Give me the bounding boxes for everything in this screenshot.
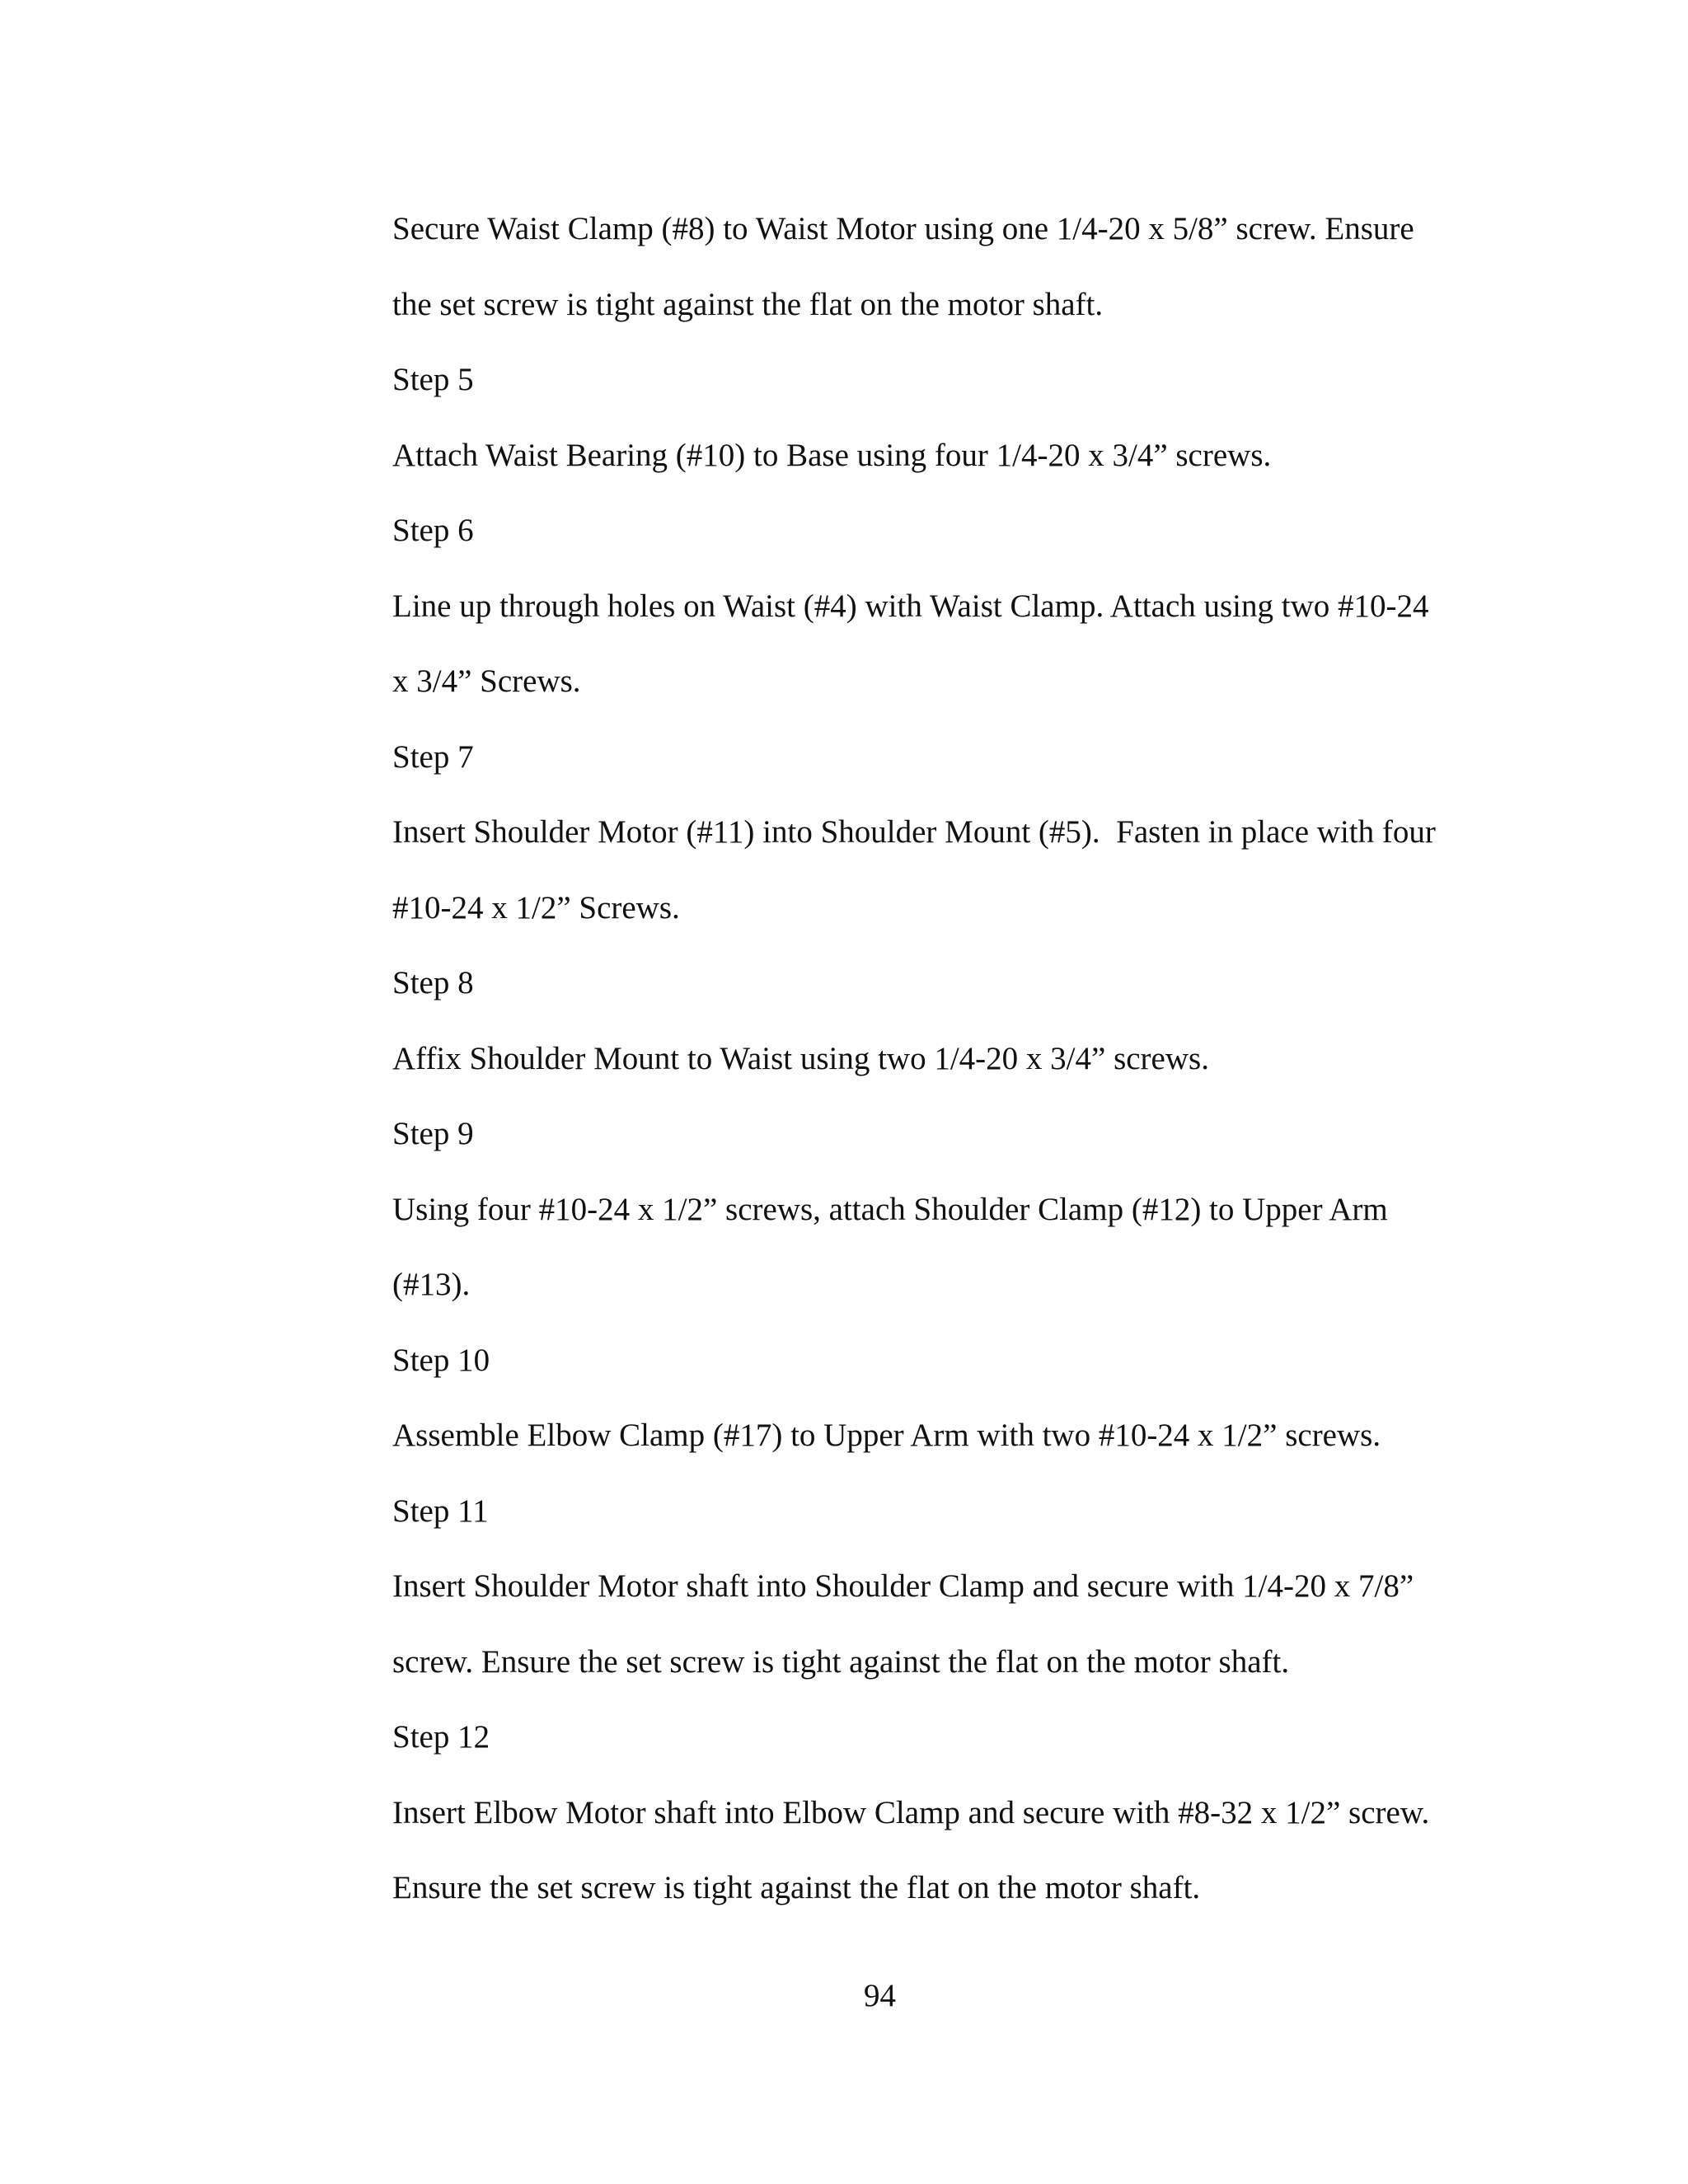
text-line: Attach Waist Bearing (#10) to Base using four 1/4-20 x 3/4” screws. bbox=[392, 437, 1272, 473]
text-line: Secure Waist Clamp (#8) to Waist Motor using one 1/4-20 x 5/8” screw. Ensure bbox=[392, 211, 1414, 246]
step-heading: Step 6 bbox=[392, 513, 474, 548]
text-line: #10-24 x 1/2” Screws. bbox=[392, 889, 680, 926]
text-line: Affix Shoulder Mount to Waist using two 1/4-20 x 3/4” screws. bbox=[392, 1040, 1209, 1076]
step-heading: Step 9 bbox=[392, 1116, 474, 1151]
page-number: 94 bbox=[864, 1978, 896, 2013]
text-line: Ensure the set screw is tight against the flat on the motor shaft. bbox=[392, 1870, 1201, 1905]
text-line: x 3/4” Screws. bbox=[392, 663, 581, 699]
text-line: Assemble Elbow Clamp (#17) to Upper Arm with two #10-24 x 1/2” screws. bbox=[392, 1418, 1381, 1453]
text-line: the set screw is tight against the flat on the motor shaft. bbox=[392, 286, 1104, 322]
text-line: Insert Elbow Motor shaft into Elbow Clamp and secure with #8-32 x 1/2” screw. bbox=[392, 1794, 1430, 1830]
step-heading: Step 10 bbox=[392, 1342, 490, 1378]
step-heading: Step 12 bbox=[392, 1719, 490, 1755]
text-line: screw. Ensure the set screw is tight against the flat on the motor shaft. bbox=[392, 1643, 1290, 1680]
step-heading: Step 5 bbox=[392, 362, 474, 397]
body-text bbox=[392, 191, 1497, 1926]
text-line: Insert Shoulder Motor shaft into Shoulder Clamp and secure with 1/4-20 x 7/8” bbox=[392, 1568, 1414, 1604]
text-line: Line up through holes on Waist (#4) with Waist Clamp. Attach using two #10-24 bbox=[392, 588, 1429, 624]
step-heading: Step 11 bbox=[392, 1493, 489, 1529]
step-heading: Step 8 bbox=[392, 965, 474, 1001]
step-heading: Step 7 bbox=[392, 738, 474, 775]
text-line: Using four #10-24 x 1/2” screws, attach Shoulder Clamp (#12) to Upper Arm bbox=[392, 1191, 1388, 1227]
text-line: (#13). bbox=[392, 1267, 471, 1302]
text-line: Insert Shoulder Motor (#11) into Shoulder Mount (#5). Fasten in place with four bbox=[392, 814, 1436, 850]
